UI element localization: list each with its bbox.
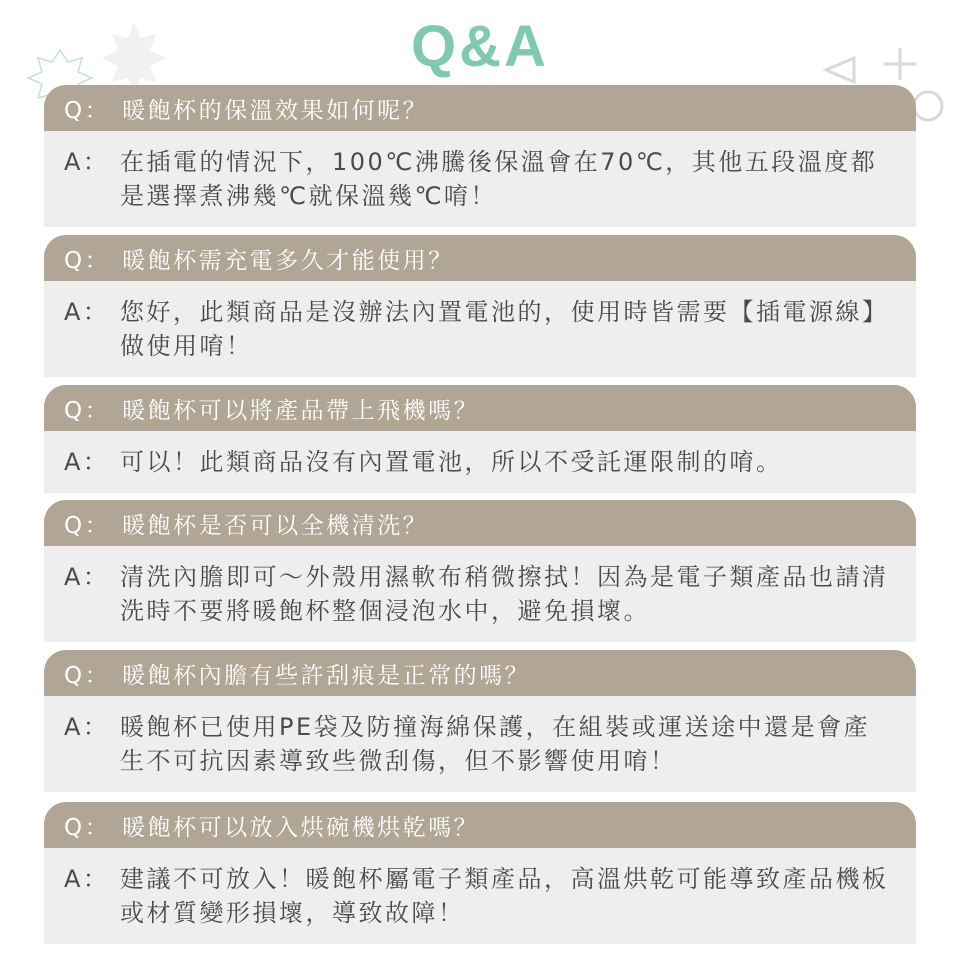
page-title: Q&A: [411, 14, 549, 79]
answer-prefix: A：: [64, 563, 110, 591]
answer-box: [44, 281, 916, 377]
question-text: 暖飽杯的保溫效果如何呢？: [122, 97, 429, 124]
qa-item: [44, 650, 916, 792]
qa-item: [44, 802, 916, 944]
question-text: 暖飽杯需充電多久才能使用？: [122, 247, 454, 274]
answer-prefix: A：: [64, 298, 110, 326]
answer-text: 建議不可放入！暖飽杯屬電子類產品，高溫烘乾可能導致產品機板或材質變形損壞，導致故障！: [120, 865, 889, 927]
question-prefix: Q：: [64, 512, 111, 539]
answer-text: 清洗內膽即可～外殼用濕軟布稍微擦拭！因為是電子類產品也請清洗時不要將暖飽杯整個浸泡水中，避免損壞。: [120, 563, 889, 625]
question-text: 暖飽杯可以將產品帶上飛機嗎？: [122, 397, 480, 424]
question-text: 暖飽杯是否可以全機清洗？: [122, 512, 429, 539]
answer-text: 您好，此類商品是沒辦法內置電池的，使用時皆需要【插電源線】做使用唷！: [120, 298, 889, 360]
question-prefix: Q：: [64, 247, 111, 274]
answer-box: [44, 431, 916, 493]
answer-box: [44, 848, 916, 944]
question-text: 暖飽杯可以放入烘碗機烘乾嗎？: [122, 814, 480, 841]
question-bar: [44, 802, 916, 848]
answer-prefix: A：: [64, 865, 110, 893]
answer-box: [44, 696, 916, 792]
question-bar: [44, 85, 916, 131]
question-bar: [44, 235, 916, 281]
answer-text: 在插電的情況下，100℃沸騰後保溫會在70℃，其他五段溫度都是選擇煮沸幾℃就保溫幾℃唷！: [120, 148, 878, 210]
circle-icon: [914, 92, 942, 120]
answer-prefix: A：: [64, 713, 110, 741]
qa-item: [44, 500, 916, 642]
answer-text: 可以！此類商品沒有內置電池，所以不受託運限制的唷。: [120, 448, 783, 476]
question-prefix: Q：: [64, 397, 111, 424]
answer-prefix: A：: [64, 448, 110, 476]
question-bar: [44, 500, 916, 546]
question-text: 暖飽杯內膽有些許刮痕是正常的嗎？: [122, 662, 531, 689]
question-prefix: Q：: [64, 662, 111, 689]
answer-text: 暖飽杯已使用PE袋及防撞海綿保護，在組裝或運送途中還是會產生不可抗因素導致些微刮傷，但不影響使用唷！: [120, 713, 871, 775]
answer-box: [44, 131, 916, 227]
qa-item: [44, 85, 916, 227]
question-prefix: Q：: [64, 97, 111, 124]
question-bar: [44, 650, 916, 696]
qa-item: [44, 235, 916, 377]
question-bar: [44, 385, 916, 431]
qa-item: [44, 385, 916, 493]
question-prefix: Q：: [64, 814, 111, 841]
answer-prefix: A：: [64, 148, 110, 176]
answer-box: [44, 546, 916, 642]
